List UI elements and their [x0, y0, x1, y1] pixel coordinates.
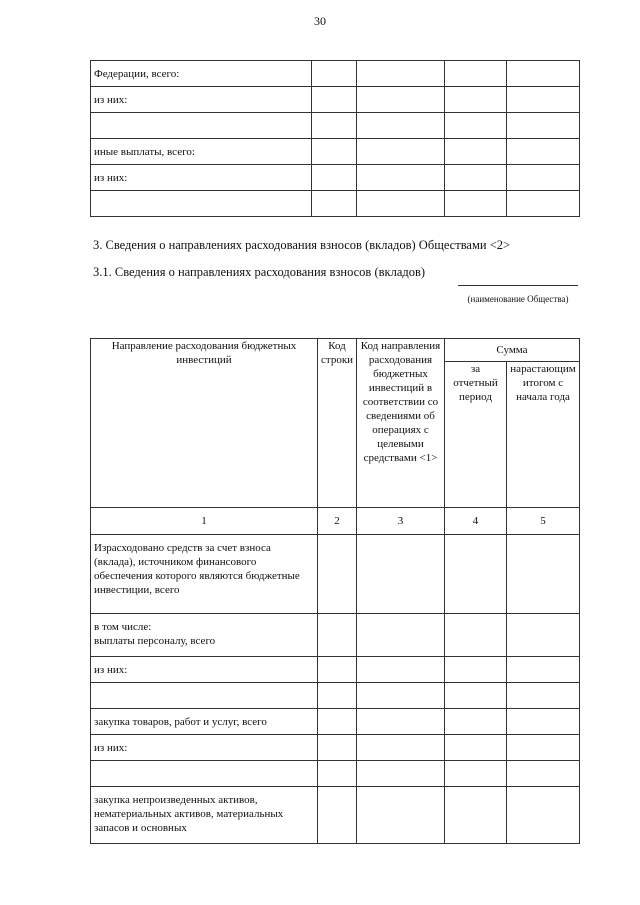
- table-row: [91, 535, 580, 614]
- header-direction: Направление расходования бюджетных инвестиций: [91, 339, 318, 508]
- column-number: 5: [507, 508, 580, 535]
- section-3-heading: 3. Сведения о направлениях расходования взносов (вкладов) Обществами <2>: [93, 238, 511, 252]
- row-label: в том числе: выплаты персоналу, всего: [91, 614, 318, 657]
- main-table: [90, 338, 580, 844]
- org-name-line: [458, 285, 578, 286]
- header-current-period: за отчетный период: [445, 362, 507, 508]
- table-row: [91, 87, 580, 113]
- column-number: 4: [445, 508, 507, 535]
- row-label: [91, 683, 318, 709]
- column-numbers-row: [91, 508, 580, 535]
- row-label: закупка товаров, работ и услуг, всего: [91, 709, 318, 735]
- header-cumulative: нарастающим итогом с начала года: [507, 362, 580, 508]
- table-row: [91, 165, 580, 191]
- table-row: [91, 735, 580, 761]
- table-row: [91, 191, 580, 217]
- table-row: [91, 709, 580, 735]
- table-row: [91, 787, 580, 844]
- row-label: [91, 191, 312, 217]
- header-sum: Сумма: [445, 339, 580, 362]
- table-row: [91, 113, 580, 139]
- org-name-caption: (наименование Общества): [467, 294, 569, 304]
- column-number: 3: [357, 508, 445, 535]
- table-row: [91, 761, 580, 787]
- table-row: [91, 683, 580, 709]
- top-table: [90, 60, 580, 217]
- column-number: 2: [318, 508, 357, 535]
- header-row-code: Код строки: [318, 339, 357, 508]
- table-row: [91, 614, 580, 657]
- table-row: [91, 139, 580, 165]
- row-label: из них:: [91, 657, 318, 683]
- page-number: 30: [314, 14, 326, 28]
- row-label: [91, 761, 318, 787]
- row-label: из них:: [91, 165, 312, 191]
- header-row: [91, 339, 580, 362]
- table-row: [91, 657, 580, 683]
- section-3-1-heading: 3.1. Сведения о направлениях расходования взносов (вкладов): [93, 265, 426, 279]
- row-label: из них:: [91, 735, 318, 761]
- column-number: 1: [91, 508, 318, 535]
- row-label: иные выплаты, всего:: [91, 139, 312, 165]
- row-label: Федерации, всего:: [91, 61, 312, 87]
- row-label: [91, 113, 312, 139]
- header-direction-code: Код направления расходования бюджетных инвестиций в соответствии со сведениями об операциях с целевыми средствами <1>: [357, 339, 445, 508]
- row-label: из них:: [91, 87, 312, 113]
- table-row: [91, 61, 580, 87]
- row-label: Израсходовано средств за счет взноса (вклада), источником финансового обеспечения которого являются бюджетные инвестиции, всего: [91, 535, 318, 614]
- row-label: закупка непроизведенных активов, нематериальных активов, материальных запасов и основных: [91, 787, 318, 844]
